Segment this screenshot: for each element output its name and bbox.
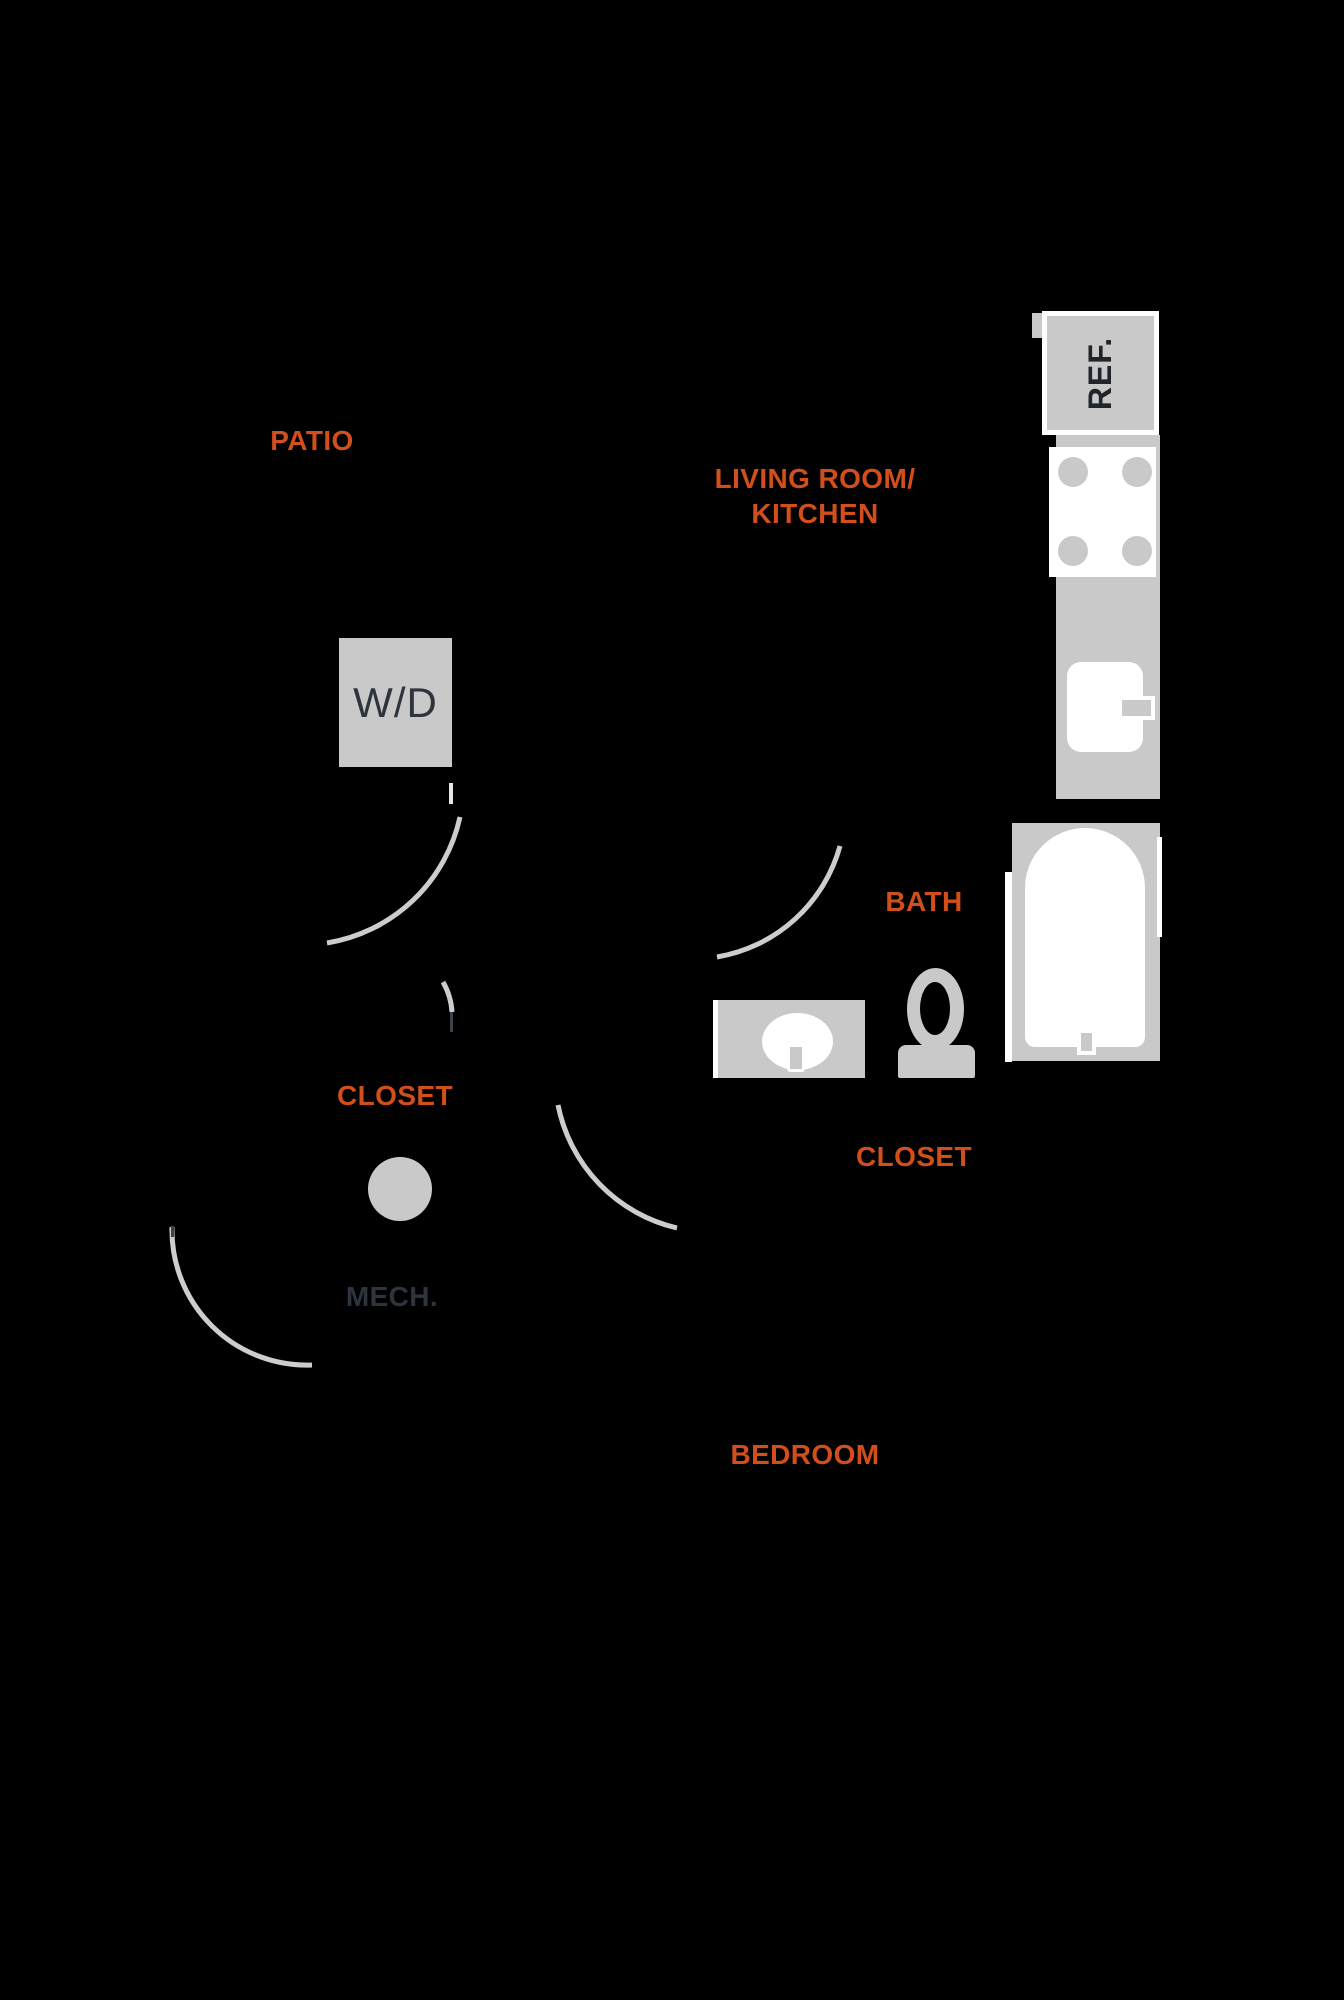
room-label-living-line1: LIVING ROOM/ (714, 463, 916, 494)
fridge-handle (1032, 313, 1042, 338)
stove-cooktop (1049, 447, 1156, 577)
refrigerator (1042, 311, 1159, 435)
toilet-tank (898, 1045, 975, 1078)
door-swing-arc-mech (172, 1227, 312, 1365)
room-label-bedroom: BEDROOM (730, 1439, 880, 1470)
room-label-closet-left: CLOSET (337, 1080, 453, 1111)
room-label-living-kitchen (715, 461, 916, 531)
refrigerator-label: REF. (1082, 336, 1118, 410)
toilet-bowl-opening (920, 982, 950, 1035)
burner-icon (1122, 536, 1152, 566)
door-swing-arc-wd-closet (327, 817, 460, 943)
room-label-patio: PATIO (270, 425, 354, 456)
door-swing-arc-bath (717, 846, 840, 957)
bath-wall-line-left (1005, 872, 1012, 1062)
bath-wall-line-right (1157, 837, 1162, 937)
room-label-mech: MECH. (345, 1281, 439, 1312)
kitchen-faucet (1118, 696, 1155, 720)
washer-dryer (339, 638, 452, 767)
bathtub-drain (1077, 1029, 1096, 1055)
burner-icon (1058, 457, 1088, 487)
water-heater-icon (368, 1157, 432, 1221)
room-label-closet-right: CLOSET (856, 1141, 972, 1172)
burner-icon (1058, 536, 1088, 566)
vanity-faucet (787, 1044, 805, 1072)
bathtub (1025, 828, 1145, 1047)
door-swing-arc-bedroom (558, 1105, 677, 1228)
washer-dryer-label: W/D (353, 678, 438, 726)
burner-icon (1122, 457, 1152, 487)
room-label-living-line2: KITCHEN (751, 498, 879, 529)
door-swing-arc-closet-left (443, 982, 452, 1012)
room-label-bath: BATH (885, 886, 963, 917)
